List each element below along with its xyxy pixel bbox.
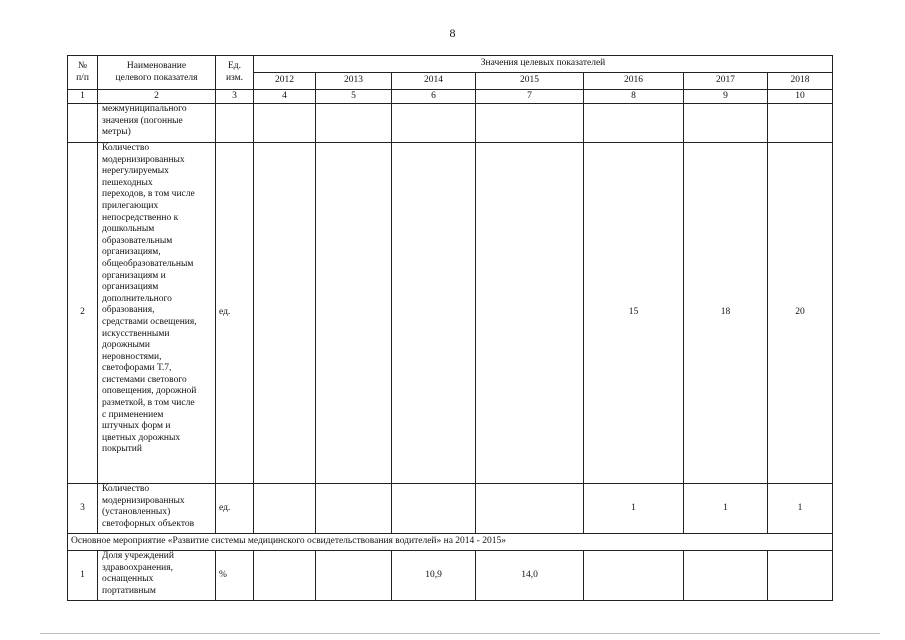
- table-body: [68, 56, 833, 601]
- indicator-name: Количество модернизированных нерегулируемых пешеходных переходов, в том числе прилегающих непосредственно к дошкольным образовательным организациям, общеобразовательным организациям и организациям дополнительного образования, средствами освещения, искусственными дорожными неровностями, светофорами Т.7, системами светового оповещения, дорожной разметкой, в том числе с применением штучных форм и цветных дорожных покрытий: [98, 143, 216, 484]
- value-cell: 20: [768, 143, 833, 484]
- value-cell: [684, 104, 768, 143]
- header-year: 2015: [476, 73, 584, 90]
- value-cell: [392, 104, 476, 143]
- row-number: 3: [68, 484, 98, 534]
- value-cell: [476, 104, 584, 143]
- table-row: [68, 104, 833, 143]
- section-row: [68, 534, 833, 551]
- indicator-name: Количество модернизированных (установленных) светофорных объектов: [98, 484, 216, 534]
- header-year: 2014: [392, 73, 476, 90]
- value-cell: 1: [684, 484, 768, 534]
- value-cell: 1: [584, 484, 684, 534]
- column-number: 3: [216, 90, 254, 104]
- header-values-group: Значения целевых показателей: [254, 56, 833, 73]
- value-cell: [316, 104, 392, 143]
- value-cell: [476, 143, 584, 484]
- value-cell: [316, 143, 392, 484]
- value-cell: 18: [684, 143, 768, 484]
- value-cell: [684, 551, 768, 601]
- header-num-text: № п/п: [76, 60, 89, 83]
- value-cell: [476, 484, 584, 534]
- value-cell: 1: [768, 484, 833, 534]
- header-name-text: Наименование целевого показателя: [115, 60, 198, 83]
- value-cell: [392, 143, 476, 484]
- header-year: 2018: [768, 73, 833, 90]
- column-number: 2: [98, 90, 216, 104]
- row-number: [68, 104, 98, 143]
- row-number: 1: [68, 551, 98, 601]
- value-cell: [392, 484, 476, 534]
- value-cell: [584, 104, 684, 143]
- target-indicators-table: [67, 55, 833, 601]
- indicator-name: межмуниципального значения (погонные метры): [98, 104, 216, 143]
- header-row-1: [68, 56, 833, 73]
- table-row: [68, 484, 833, 534]
- header-year: 2016: [584, 73, 684, 90]
- unit-cell: %: [216, 551, 254, 601]
- unit-cell: ед.: [216, 143, 254, 484]
- header-unit: [216, 56, 254, 90]
- column-number: 9: [684, 90, 768, 104]
- value-cell: [768, 551, 833, 601]
- row-number: 2: [68, 143, 98, 484]
- value-cell: [584, 551, 684, 601]
- value-cell: 14,0: [476, 551, 584, 601]
- header-year: 2012: [254, 73, 316, 90]
- column-number: 5: [316, 90, 392, 104]
- page-bottom-rule: [40, 633, 880, 634]
- table-row: [68, 143, 833, 484]
- unit-cell: ед.: [216, 484, 254, 534]
- unit-cell: [216, 104, 254, 143]
- column-number: 10: [768, 90, 833, 104]
- value-cell: 10,9: [392, 551, 476, 601]
- header-num: [68, 56, 98, 90]
- column-number: 7: [476, 90, 584, 104]
- value-cell: [254, 143, 316, 484]
- column-number: 6: [392, 90, 476, 104]
- header-unit-text: Ед. изм.: [225, 60, 244, 83]
- page-number: 8: [449, 26, 456, 40]
- header-year: 2017: [684, 73, 768, 90]
- table-row: [68, 551, 833, 601]
- value-cell: 15: [584, 143, 684, 484]
- value-cell: [768, 104, 833, 143]
- column-number: 8: [584, 90, 684, 104]
- value-cell: [254, 484, 316, 534]
- value-cell: [254, 551, 316, 601]
- header-name: [98, 56, 216, 90]
- value-cell: [316, 551, 392, 601]
- header-year: 2013: [316, 73, 392, 90]
- column-number: 4: [254, 90, 316, 104]
- value-cell: [254, 104, 316, 143]
- indicator-name: Доля учреждений здравоохранения, оснащенных портативным: [98, 551, 216, 601]
- column-numbers-row: [68, 90, 833, 104]
- value-cell: [316, 484, 392, 534]
- column-number: 1: [68, 90, 98, 104]
- section-title: Основное мероприятие «Развитие системы медицинского освидетельствования водителей» на 2014 - 2015»: [68, 534, 833, 551]
